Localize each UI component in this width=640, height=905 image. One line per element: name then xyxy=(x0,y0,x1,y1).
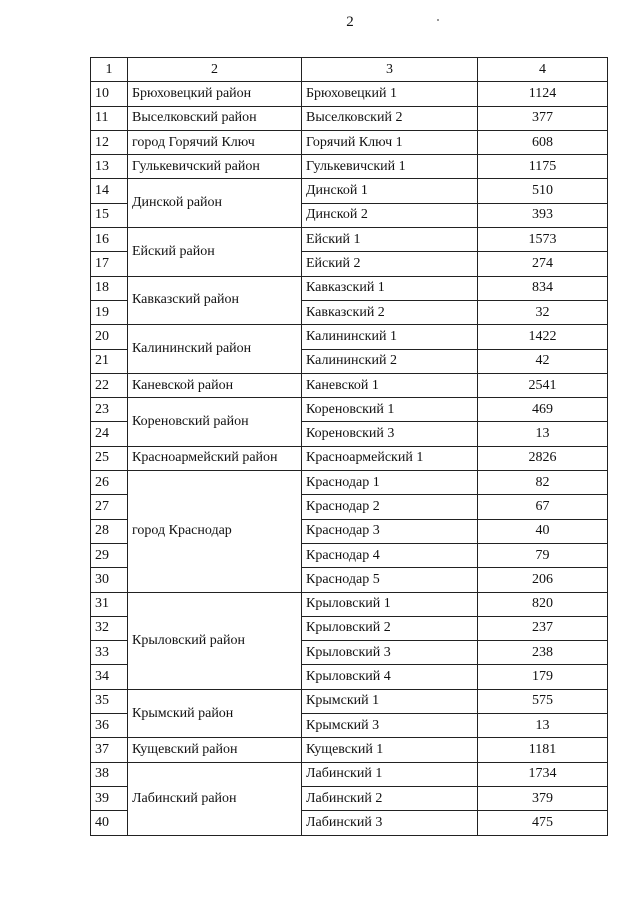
value-cell: 469 xyxy=(478,398,608,422)
scan-speck xyxy=(437,19,439,21)
row-number: 12 xyxy=(91,130,128,154)
row-number: 39 xyxy=(91,786,128,810)
table-row xyxy=(91,738,608,762)
table-body xyxy=(91,82,608,835)
value-cell: 274 xyxy=(478,252,608,276)
table-row xyxy=(91,689,608,713)
row-number: 21 xyxy=(91,349,128,373)
subdistrict-name: Динской 2 xyxy=(302,203,478,227)
subdistrict-name: Ейский 2 xyxy=(302,252,478,276)
subdistrict-name: Ейский 1 xyxy=(302,228,478,252)
table-row xyxy=(91,106,608,130)
subdistrict-name: Крыловский 3 xyxy=(302,641,478,665)
row-number: 13 xyxy=(91,155,128,179)
district-name: Брюховецкий район xyxy=(128,82,302,106)
table-row xyxy=(91,398,608,422)
subdistrict-name: Краснодар 4 xyxy=(302,543,478,567)
subdistrict-name: Крыловский 4 xyxy=(302,665,478,689)
row-number: 27 xyxy=(91,495,128,519)
district-name: Гулькевичский район xyxy=(128,155,302,179)
district-name: Калининский район xyxy=(128,325,302,374)
row-number: 40 xyxy=(91,811,128,835)
subdistrict-name: Выселковский 2 xyxy=(302,106,478,130)
subdistrict-name: Калининский 2 xyxy=(302,349,478,373)
district-name: Динской район xyxy=(128,179,302,228)
row-number: 16 xyxy=(91,228,128,252)
row-number: 28 xyxy=(91,519,128,543)
table-row xyxy=(91,471,608,495)
district-name: Каневской район xyxy=(128,373,302,397)
subdistrict-name: Кавказский 1 xyxy=(302,276,478,300)
page-number: 2 xyxy=(346,14,354,30)
header-cell-3: 3 xyxy=(302,58,478,82)
value-cell: 2541 xyxy=(478,373,608,397)
row-number: 36 xyxy=(91,714,128,738)
subdistrict-name: Брюховецкий 1 xyxy=(302,82,478,106)
district-name: Красноармейский район xyxy=(128,446,302,470)
subdistrict-name: Кавказский 2 xyxy=(302,300,478,324)
subdistrict-name: Краснодар 3 xyxy=(302,519,478,543)
district-name: Кореновский район xyxy=(128,398,302,447)
subdistrict-name: Краснодар 1 xyxy=(302,471,478,495)
table-row xyxy=(91,155,608,179)
subdistrict-name: Крыловский 1 xyxy=(302,592,478,616)
row-number: 14 xyxy=(91,179,128,203)
row-number: 18 xyxy=(91,276,128,300)
row-number: 22 xyxy=(91,373,128,397)
table-row xyxy=(91,82,608,106)
row-number: 24 xyxy=(91,422,128,446)
value-cell: 1175 xyxy=(478,155,608,179)
value-cell: 179 xyxy=(478,665,608,689)
row-number: 25 xyxy=(91,446,128,470)
value-cell: 40 xyxy=(478,519,608,543)
district-name: Крыловский район xyxy=(128,592,302,689)
value-cell: 13 xyxy=(478,714,608,738)
subdistrict-name: Красноармейский 1 xyxy=(302,446,478,470)
row-number: 29 xyxy=(91,543,128,567)
table-row xyxy=(91,228,608,252)
subdistrict-name: Лабинский 2 xyxy=(302,786,478,810)
row-number: 17 xyxy=(91,252,128,276)
district-name: Лабинский район xyxy=(128,762,302,835)
subdistrict-name: Крымский 3 xyxy=(302,714,478,738)
district-table xyxy=(90,57,608,836)
subdistrict-name: Краснодар 2 xyxy=(302,495,478,519)
value-cell: 1181 xyxy=(478,738,608,762)
district-name: Кущевский район xyxy=(128,738,302,762)
district-name: Крымский район xyxy=(128,689,302,738)
value-cell: 238 xyxy=(478,641,608,665)
row-number: 26 xyxy=(91,471,128,495)
value-cell: 608 xyxy=(478,130,608,154)
value-cell: 475 xyxy=(478,811,608,835)
row-number: 37 xyxy=(91,738,128,762)
value-cell: 67 xyxy=(478,495,608,519)
table-row xyxy=(91,179,608,203)
value-cell: 1124 xyxy=(478,82,608,106)
row-number: 19 xyxy=(91,300,128,324)
district-name: Кавказский район xyxy=(128,276,302,325)
subdistrict-name: Крымский 1 xyxy=(302,689,478,713)
subdistrict-name: Калининский 1 xyxy=(302,325,478,349)
subdistrict-name: Лабинский 3 xyxy=(302,811,478,835)
value-cell: 820 xyxy=(478,592,608,616)
header-cell-1: 1 xyxy=(91,58,128,82)
subdistrict-name: Гулькевичский 1 xyxy=(302,155,478,179)
row-number: 20 xyxy=(91,325,128,349)
row-number: 33 xyxy=(91,641,128,665)
subdistrict-name: Кореновский 1 xyxy=(302,398,478,422)
row-number: 15 xyxy=(91,203,128,227)
row-number: 11 xyxy=(91,106,128,130)
value-cell: 379 xyxy=(478,786,608,810)
subdistrict-name: Крыловский 2 xyxy=(302,616,478,640)
subdistrict-name: Кореновский 3 xyxy=(302,422,478,446)
value-cell: 2826 xyxy=(478,446,608,470)
table-row xyxy=(91,325,608,349)
row-number: 23 xyxy=(91,398,128,422)
value-cell: 1422 xyxy=(478,325,608,349)
subdistrict-name: Горячий Ключ 1 xyxy=(302,130,478,154)
table-row xyxy=(91,592,608,616)
row-number: 34 xyxy=(91,665,128,689)
value-cell: 42 xyxy=(478,349,608,373)
row-number: 31 xyxy=(91,592,128,616)
district-name: Ейский район xyxy=(128,228,302,277)
subdistrict-name: Динской 1 xyxy=(302,179,478,203)
value-cell: 575 xyxy=(478,689,608,713)
table-row xyxy=(91,276,608,300)
table-row xyxy=(91,130,608,154)
subdistrict-name: Лабинский 1 xyxy=(302,762,478,786)
value-cell: 1573 xyxy=(478,228,608,252)
header-cell-4: 4 xyxy=(478,58,608,82)
header-cell-2: 2 xyxy=(128,58,302,82)
row-number: 32 xyxy=(91,616,128,640)
row-number: 38 xyxy=(91,762,128,786)
district-name: Выселковский район xyxy=(128,106,302,130)
value-cell: 377 xyxy=(478,106,608,130)
value-cell: 32 xyxy=(478,300,608,324)
value-cell: 393 xyxy=(478,203,608,227)
row-number: 10 xyxy=(91,82,128,106)
value-cell: 510 xyxy=(478,179,608,203)
table-row xyxy=(91,762,608,786)
district-name: город Горячий Ключ xyxy=(128,130,302,154)
value-cell: 13 xyxy=(478,422,608,446)
value-cell: 237 xyxy=(478,616,608,640)
header-row xyxy=(91,58,608,82)
table-row xyxy=(91,446,608,470)
row-number: 35 xyxy=(91,689,128,713)
value-cell: 834 xyxy=(478,276,608,300)
subdistrict-name: Краснодар 5 xyxy=(302,568,478,592)
subdistrict-name: Каневской 1 xyxy=(302,373,478,397)
value-cell: 79 xyxy=(478,543,608,567)
table-row xyxy=(91,373,608,397)
row-number: 30 xyxy=(91,568,128,592)
district-name: город Краснодар xyxy=(128,471,302,592)
value-cell: 1734 xyxy=(478,762,608,786)
value-cell: 82 xyxy=(478,471,608,495)
value-cell: 206 xyxy=(478,568,608,592)
subdistrict-name: Кущевский 1 xyxy=(302,738,478,762)
